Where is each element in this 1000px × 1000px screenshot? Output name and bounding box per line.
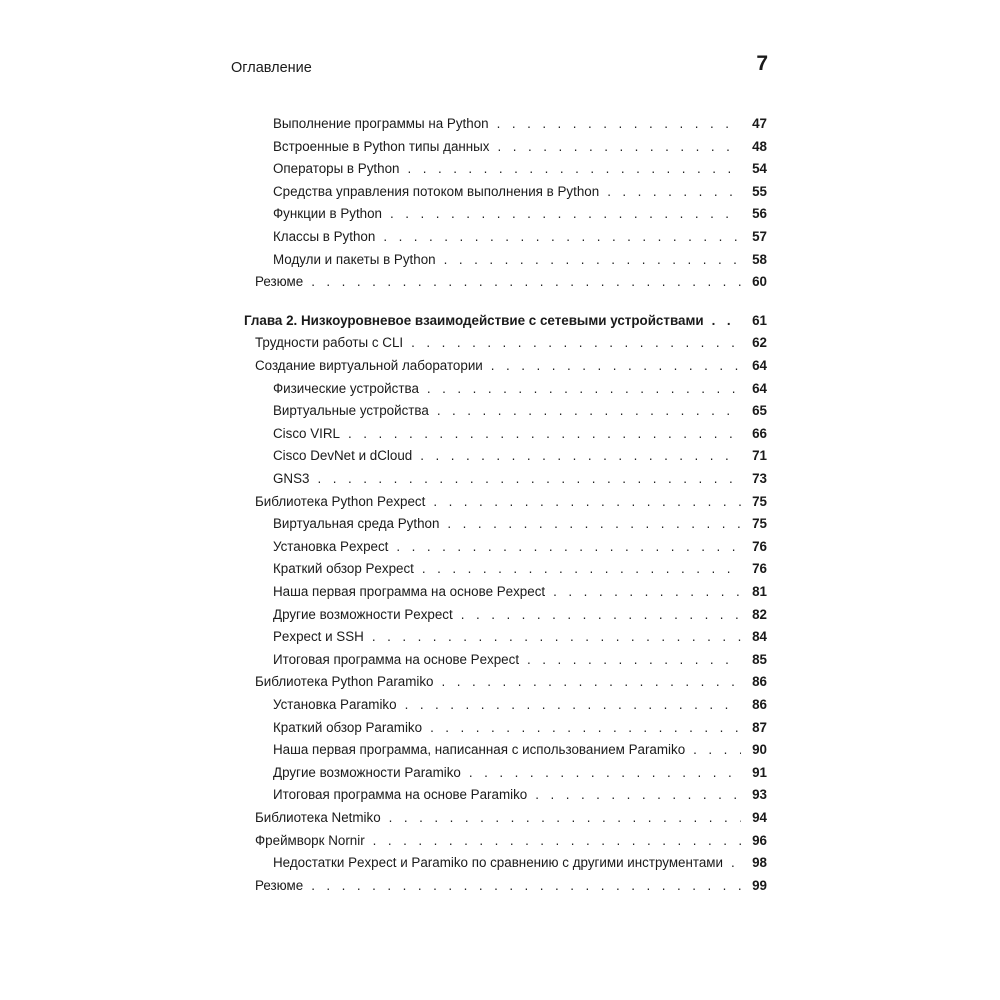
dot-leader <box>535 787 741 802</box>
dot-leader <box>311 878 741 893</box>
toc-entry <box>244 674 767 694</box>
toc-entry-page: 94 <box>752 810 767 825</box>
toc-entry <box>244 448 767 468</box>
toc-entry-title: Классы в Python <box>273 229 376 244</box>
toc-entry-title: Установка Paramiko <box>273 697 397 712</box>
dot-leader <box>311 274 741 289</box>
toc-entry <box>244 539 767 559</box>
toc-entry-title: Недостатки Pexpect и Paramiko по сравнению с другими инструментами <box>273 855 723 871</box>
toc-entry-page: 62 <box>752 335 767 351</box>
dot-leader <box>497 116 741 131</box>
dot-leader <box>498 139 741 154</box>
page-number: 7 <box>756 52 768 75</box>
dot-leader <box>317 471 741 486</box>
toc-entry <box>244 787 767 807</box>
dot-leader <box>411 335 741 350</box>
dot-leader <box>607 184 741 199</box>
dot-leader <box>491 358 741 373</box>
toc-entry-page: 71 <box>752 448 767 464</box>
toc-entry-page: 64 <box>752 380 767 396</box>
toc-entry-title: Средства управления потоком выполнения в Python <box>273 183 600 199</box>
toc-entry-title: Встроенные в Python типы данных <box>273 138 490 154</box>
toc-entry-page: 56 <box>752 206 767 222</box>
toc-entry-title: Cisco VIRL <box>273 425 340 441</box>
toc-entry <box>244 607 767 627</box>
toc-entry-title: Резюме <box>255 877 304 893</box>
toc-entry <box>244 403 767 423</box>
running-title: Оглавление <box>231 60 312 76</box>
page-header <box>231 52 768 82</box>
toc-entry <box>244 855 767 875</box>
toc-entry-page: 90 <box>752 742 767 758</box>
toc-entry-title: Операторы в Python <box>273 161 400 177</box>
dot-leader <box>437 403 741 418</box>
dot-leader <box>422 561 741 576</box>
toc-entry-title: Глава 2. Низкоуровневое взаимодействие с сетевыми устройствами <box>244 312 704 328</box>
toc-entry <box>244 229 767 249</box>
toc-entry-page: 86 <box>752 697 767 712</box>
toc-entry-page: 60 <box>752 274 767 290</box>
dot-leader <box>407 161 741 176</box>
toc-entry <box>244 720 767 740</box>
toc-entry <box>244 765 767 785</box>
toc-entry <box>244 274 767 294</box>
toc-entry-title: Фреймворк Nornir <box>255 832 365 848</box>
dot-leader <box>527 652 741 667</box>
toc-entry-title: Функции в Python <box>273 206 383 222</box>
toc-entry-page: 48 <box>752 138 767 154</box>
toc-entry-page: 87 <box>752 719 767 735</box>
toc-entry-page: 75 <box>752 516 767 532</box>
toc-entry-title: Наша первая программа на основе Pexpect <box>273 584 546 599</box>
toc-entry <box>244 810 767 830</box>
dot-leader <box>469 765 741 780</box>
dot-leader <box>372 629 741 644</box>
dot-leader <box>389 810 741 825</box>
toc-entry-page: 98 <box>752 855 767 871</box>
toc-entry <box>244 426 767 446</box>
toc-entry-title: Библиотека Python Pexpect <box>255 493 426 509</box>
toc-entry-title: Библиотека Netmiko <box>255 810 381 825</box>
toc-entry-title: Виртуальная среда Python <box>273 516 440 532</box>
toc-entry-title: Виртуальные устройства <box>273 403 429 419</box>
toc-entry-page: 47 <box>752 116 767 131</box>
toc-entry-page: 66 <box>752 425 767 441</box>
toc-entry-page: 99 <box>752 877 767 893</box>
toc-entry-page: 81 <box>752 584 767 599</box>
toc-entry-title: Библиотека Python Paramiko <box>255 674 434 690</box>
toc-entry-page: 84 <box>752 629 767 645</box>
toc-entry-title: Pexpect и SSH <box>273 629 364 645</box>
toc-entry <box>244 584 767 604</box>
toc-entry-page: 65 <box>752 403 767 419</box>
dot-leader <box>373 833 741 848</box>
toc-entry-page: 75 <box>752 493 767 509</box>
toc-entry-page: 76 <box>752 561 767 577</box>
toc-entry-title: Создание виртуальной лаборатории <box>255 358 483 373</box>
dot-leader <box>712 313 741 328</box>
toc-entry-page: 91 <box>752 764 767 780</box>
toc-entry-title: Итоговая программа на основе Pexpect <box>273 651 520 667</box>
toc-entry <box>244 335 767 355</box>
toc-entry-page: 82 <box>752 606 767 622</box>
toc-entry <box>244 516 767 536</box>
toc-entry-page: 86 <box>752 674 767 690</box>
toc-entry <box>244 697 767 717</box>
toc-entry-title: Cisco DevNet и dCloud <box>273 448 413 464</box>
dot-leader <box>390 206 741 221</box>
toc-entry-page: 58 <box>752 251 767 267</box>
toc-entry <box>244 629 767 649</box>
toc-entry-title: Резюме <box>255 274 304 290</box>
toc-entry-title: Модули и пакеты в Python <box>273 251 436 267</box>
toc-entry-page: 57 <box>752 229 767 244</box>
toc-entry-title: Другие возможности Paramiko <box>273 764 461 780</box>
dot-leader <box>405 697 741 712</box>
toc-entry-title: Трудности работы с CLI <box>255 335 404 351</box>
toc-entry <box>244 652 767 672</box>
toc-entry-title: Итоговая программа на основе Paramiko <box>273 787 528 803</box>
toc-entry-title: Физические устройства <box>273 380 419 396</box>
dot-leader <box>383 229 741 244</box>
toc-entry-title: Наша первая программа, написанная с использованием Paramiko <box>273 742 686 758</box>
dot-leader <box>430 720 741 735</box>
toc-entry <box>244 161 767 181</box>
dot-leader <box>731 855 741 870</box>
toc-entry-title: Выполнение программы на Python <box>273 116 489 131</box>
toc-entry <box>244 494 767 514</box>
toc-entry <box>244 561 767 581</box>
toc-entry <box>244 206 767 226</box>
toc-entry <box>244 252 767 272</box>
toc-entry-page: 55 <box>752 183 767 199</box>
toc-entry-page: 64 <box>752 358 767 373</box>
toc-entry-title: Установка Pexpect <box>273 538 389 554</box>
toc-entry-title: Краткий обзор Pexpect <box>273 561 414 577</box>
toc-entry-page: 73 <box>752 471 767 486</box>
dot-leader <box>442 674 742 689</box>
dot-leader <box>433 494 741 509</box>
dot-leader <box>396 539 741 554</box>
toc-entry <box>244 471 767 491</box>
toc-entry <box>244 878 767 898</box>
toc-entry <box>244 833 767 853</box>
dot-leader <box>553 584 741 599</box>
toc-entry-title: Другие возможности Pexpect <box>273 606 453 622</box>
toc-entry-title: GNS3 <box>273 471 310 486</box>
toc-entry-page: 54 <box>752 161 767 177</box>
toc-entry <box>244 381 767 401</box>
dot-leader <box>461 607 741 622</box>
dot-leader <box>693 742 741 757</box>
dot-leader <box>447 516 741 531</box>
dot-leader <box>427 381 741 396</box>
dot-leader <box>420 448 741 463</box>
toc-entry <box>244 116 767 136</box>
toc-entry-page: 85 <box>752 651 767 667</box>
toc-chapter-entry <box>244 313 767 333</box>
toc-entry <box>244 742 767 762</box>
dot-leader <box>348 426 741 441</box>
toc-entry <box>244 184 767 204</box>
toc-entry-page: 61 <box>752 312 767 328</box>
dot-leader <box>444 252 741 267</box>
toc-entry-title: Краткий обзор Paramiko <box>273 719 423 735</box>
toc-entry-page: 93 <box>752 787 767 803</box>
toc-entry <box>244 139 767 159</box>
toc-entry-page: 96 <box>752 832 767 848</box>
toc-entry-page: 76 <box>752 538 767 554</box>
toc-entry <box>244 358 767 378</box>
